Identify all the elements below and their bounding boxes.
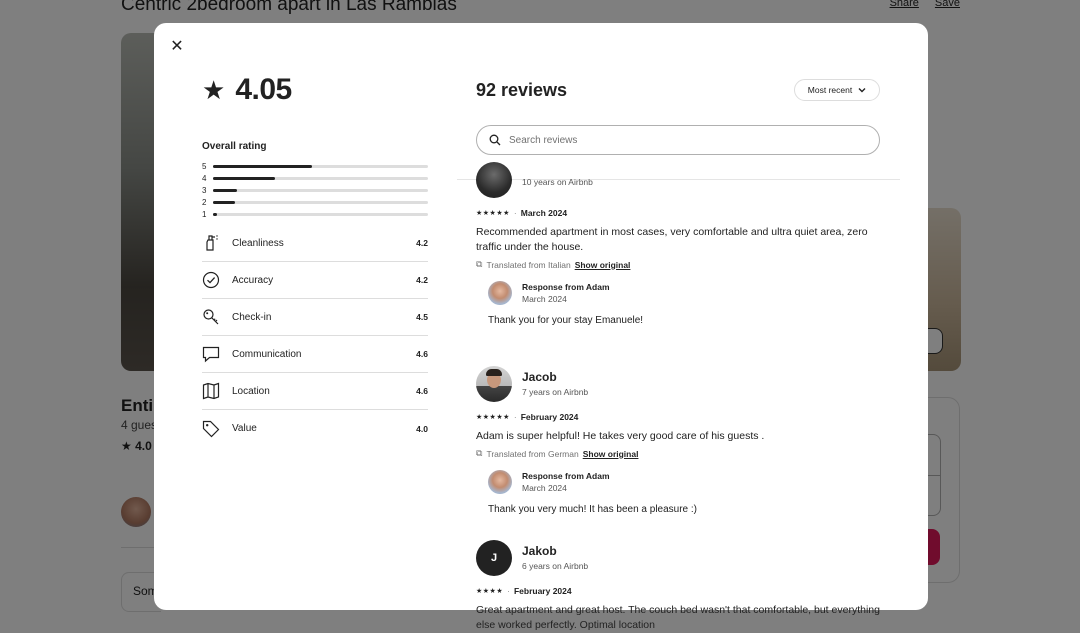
- meta-separator: ·: [507, 586, 510, 596]
- category-label: Check-in: [232, 311, 272, 323]
- category-score: 4.6: [416, 386, 428, 396]
- reviewer-since: 10 years on Airbnb: [522, 176, 593, 187]
- review-date: February 2024: [513, 586, 572, 596]
- response-date: March 2024: [522, 294, 567, 304]
- translation-note: [476, 259, 880, 270]
- review-item: [476, 162, 880, 326]
- key-icon: [202, 308, 220, 326]
- review-header: [476, 366, 880, 402]
- check-circle-icon: [202, 271, 220, 289]
- show-original-link[interactable]: Show original: [582, 448, 639, 459]
- close-icon[interactable]: ✕: [170, 38, 184, 55]
- rating-bar-track: [213, 165, 428, 168]
- reviewer-name: Jacob: [522, 369, 557, 384]
- review-text: Adam is super helpful! He takes very good care of his guests .: [476, 430, 765, 442]
- review-meta: [476, 208, 880, 218]
- translate-icon: ⧉: [476, 448, 483, 458]
- tag-icon: [202, 420, 220, 438]
- response-title: Response from Adam: [522, 471, 610, 481]
- rating-bar-fill: [213, 213, 217, 216]
- review-meta: [476, 412, 880, 422]
- response-text: Thank you for your stay Emanuele!: [488, 315, 644, 326]
- rating-bar-row: [202, 184, 428, 196]
- rating-bar-label: 4: [202, 173, 207, 183]
- translation-note: [476, 448, 880, 459]
- sort-label: Most recent: [807, 85, 853, 95]
- rating-bar-label: 1: [202, 209, 207, 219]
- rating-bar-row: [202, 196, 428, 208]
- review-date: February 2024: [520, 412, 579, 422]
- category-score: 4.5: [416, 312, 428, 322]
- review-date: March 2024: [520, 208, 568, 218]
- rating-bar-label: 3: [202, 185, 207, 195]
- category-value: [202, 410, 428, 447]
- meta-separator: ·: [513, 208, 517, 218]
- meta-separator: ·: [513, 412, 517, 422]
- rating-bar-fill: [213, 177, 275, 180]
- response-title: Response from Adam: [522, 282, 610, 292]
- rating-bar-row: [202, 208, 428, 220]
- rating-bar-row: [202, 172, 428, 184]
- rating-bar-track: [213, 213, 428, 216]
- category-location: [202, 373, 428, 410]
- rating-bar-fill: [213, 189, 237, 192]
- reviewer-name: Jakob: [522, 543, 557, 558]
- review-item: [476, 366, 880, 515]
- host-avatar: [488, 470, 512, 494]
- rating-distribution: [202, 160, 428, 220]
- reviewer-since: 7 years on Airbnb: [522, 387, 589, 398]
- search-icon: [489, 134, 501, 146]
- spray-bottle-icon: [202, 234, 220, 252]
- response-text: Thank you very much! It has been a pleasure :): [488, 504, 697, 515]
- reviewer-since: 6 years on Airbnb: [522, 561, 589, 572]
- category-label: Communication: [232, 348, 302, 360]
- category-score: 4.6: [416, 349, 428, 359]
- review-meta: [476, 586, 880, 596]
- sort-dropdown[interactable]: [794, 79, 880, 101]
- review-stars: ★★★★★: [476, 414, 510, 421]
- category-cleanliness: [202, 225, 428, 262]
- translate-icon: ⧉: [476, 259, 483, 269]
- overall-rating: [202, 73, 292, 107]
- translated-from: Translated from Italian: [486, 259, 571, 270]
- reviewer-avatar[interactable]: J: [476, 540, 512, 576]
- category-label: Cleanliness: [232, 237, 284, 249]
- category-score: 4.2: [416, 275, 428, 285]
- category-label: Location: [232, 385, 270, 397]
- chevron-down-icon: [858, 87, 866, 93]
- overall-rating-label: Overall rating: [202, 141, 267, 152]
- category-score: 4.2: [416, 238, 428, 248]
- rating-bar-label: 2: [202, 197, 207, 207]
- category-communication: [202, 336, 428, 373]
- show-original-link[interactable]: Show original: [574, 259, 631, 270]
- review-item: [476, 540, 880, 633]
- rating-bar-track: [213, 201, 428, 204]
- host-response: [488, 470, 880, 515]
- rating-bar-row: [202, 160, 428, 172]
- search-reviews-field[interactable]: [476, 125, 880, 155]
- category-score: 4.0: [416, 423, 428, 434]
- review-text: Great apartment and great host. The couch bed wasn't that comfortable, but everything else worked perfectly. Optimal location: [476, 604, 880, 631]
- reviews-list[interactable]: [476, 176, 880, 631]
- category-check-in: [202, 299, 428, 336]
- review-stars: ★★★★★: [476, 210, 510, 217]
- category-ratings: [202, 225, 428, 447]
- review-header: [476, 540, 880, 576]
- review-text: Recommended apartment in most cases, very comfortable and ultra quiet area, zero traffic under the house.: [476, 226, 868, 253]
- host-response: [488, 281, 880, 326]
- rating-bar-label: 5: [202, 161, 207, 171]
- reviewer-avatar[interactable]: [476, 162, 512, 198]
- reviews-count-title: 92 reviews: [476, 80, 568, 100]
- rating-bar-fill: [213, 165, 312, 168]
- review-header: [476, 162, 880, 198]
- search-input[interactable]: [509, 135, 859, 146]
- rating-value: 4.05: [235, 73, 292, 106]
- reviews-modal: [154, 23, 928, 631]
- chat-bubble-icon: [202, 345, 220, 363]
- host-avatar: [488, 281, 512, 305]
- star-icon: ★: [202, 75, 226, 105]
- category-accuracy: [202, 262, 428, 299]
- rating-bar-track: [213, 189, 428, 192]
- review-stars: ★★★★: [476, 588, 504, 595]
- category-label: Accuracy: [232, 274, 274, 286]
- reviewer-avatar[interactable]: [476, 366, 512, 402]
- rating-bar-track: [213, 177, 428, 180]
- category-label: Value: [232, 423, 257, 434]
- rating-bar-fill: [213, 201, 235, 204]
- translated-from: Translated from German: [486, 448, 579, 459]
- map-icon: [202, 382, 220, 400]
- response-date: March 2024: [522, 483, 567, 493]
